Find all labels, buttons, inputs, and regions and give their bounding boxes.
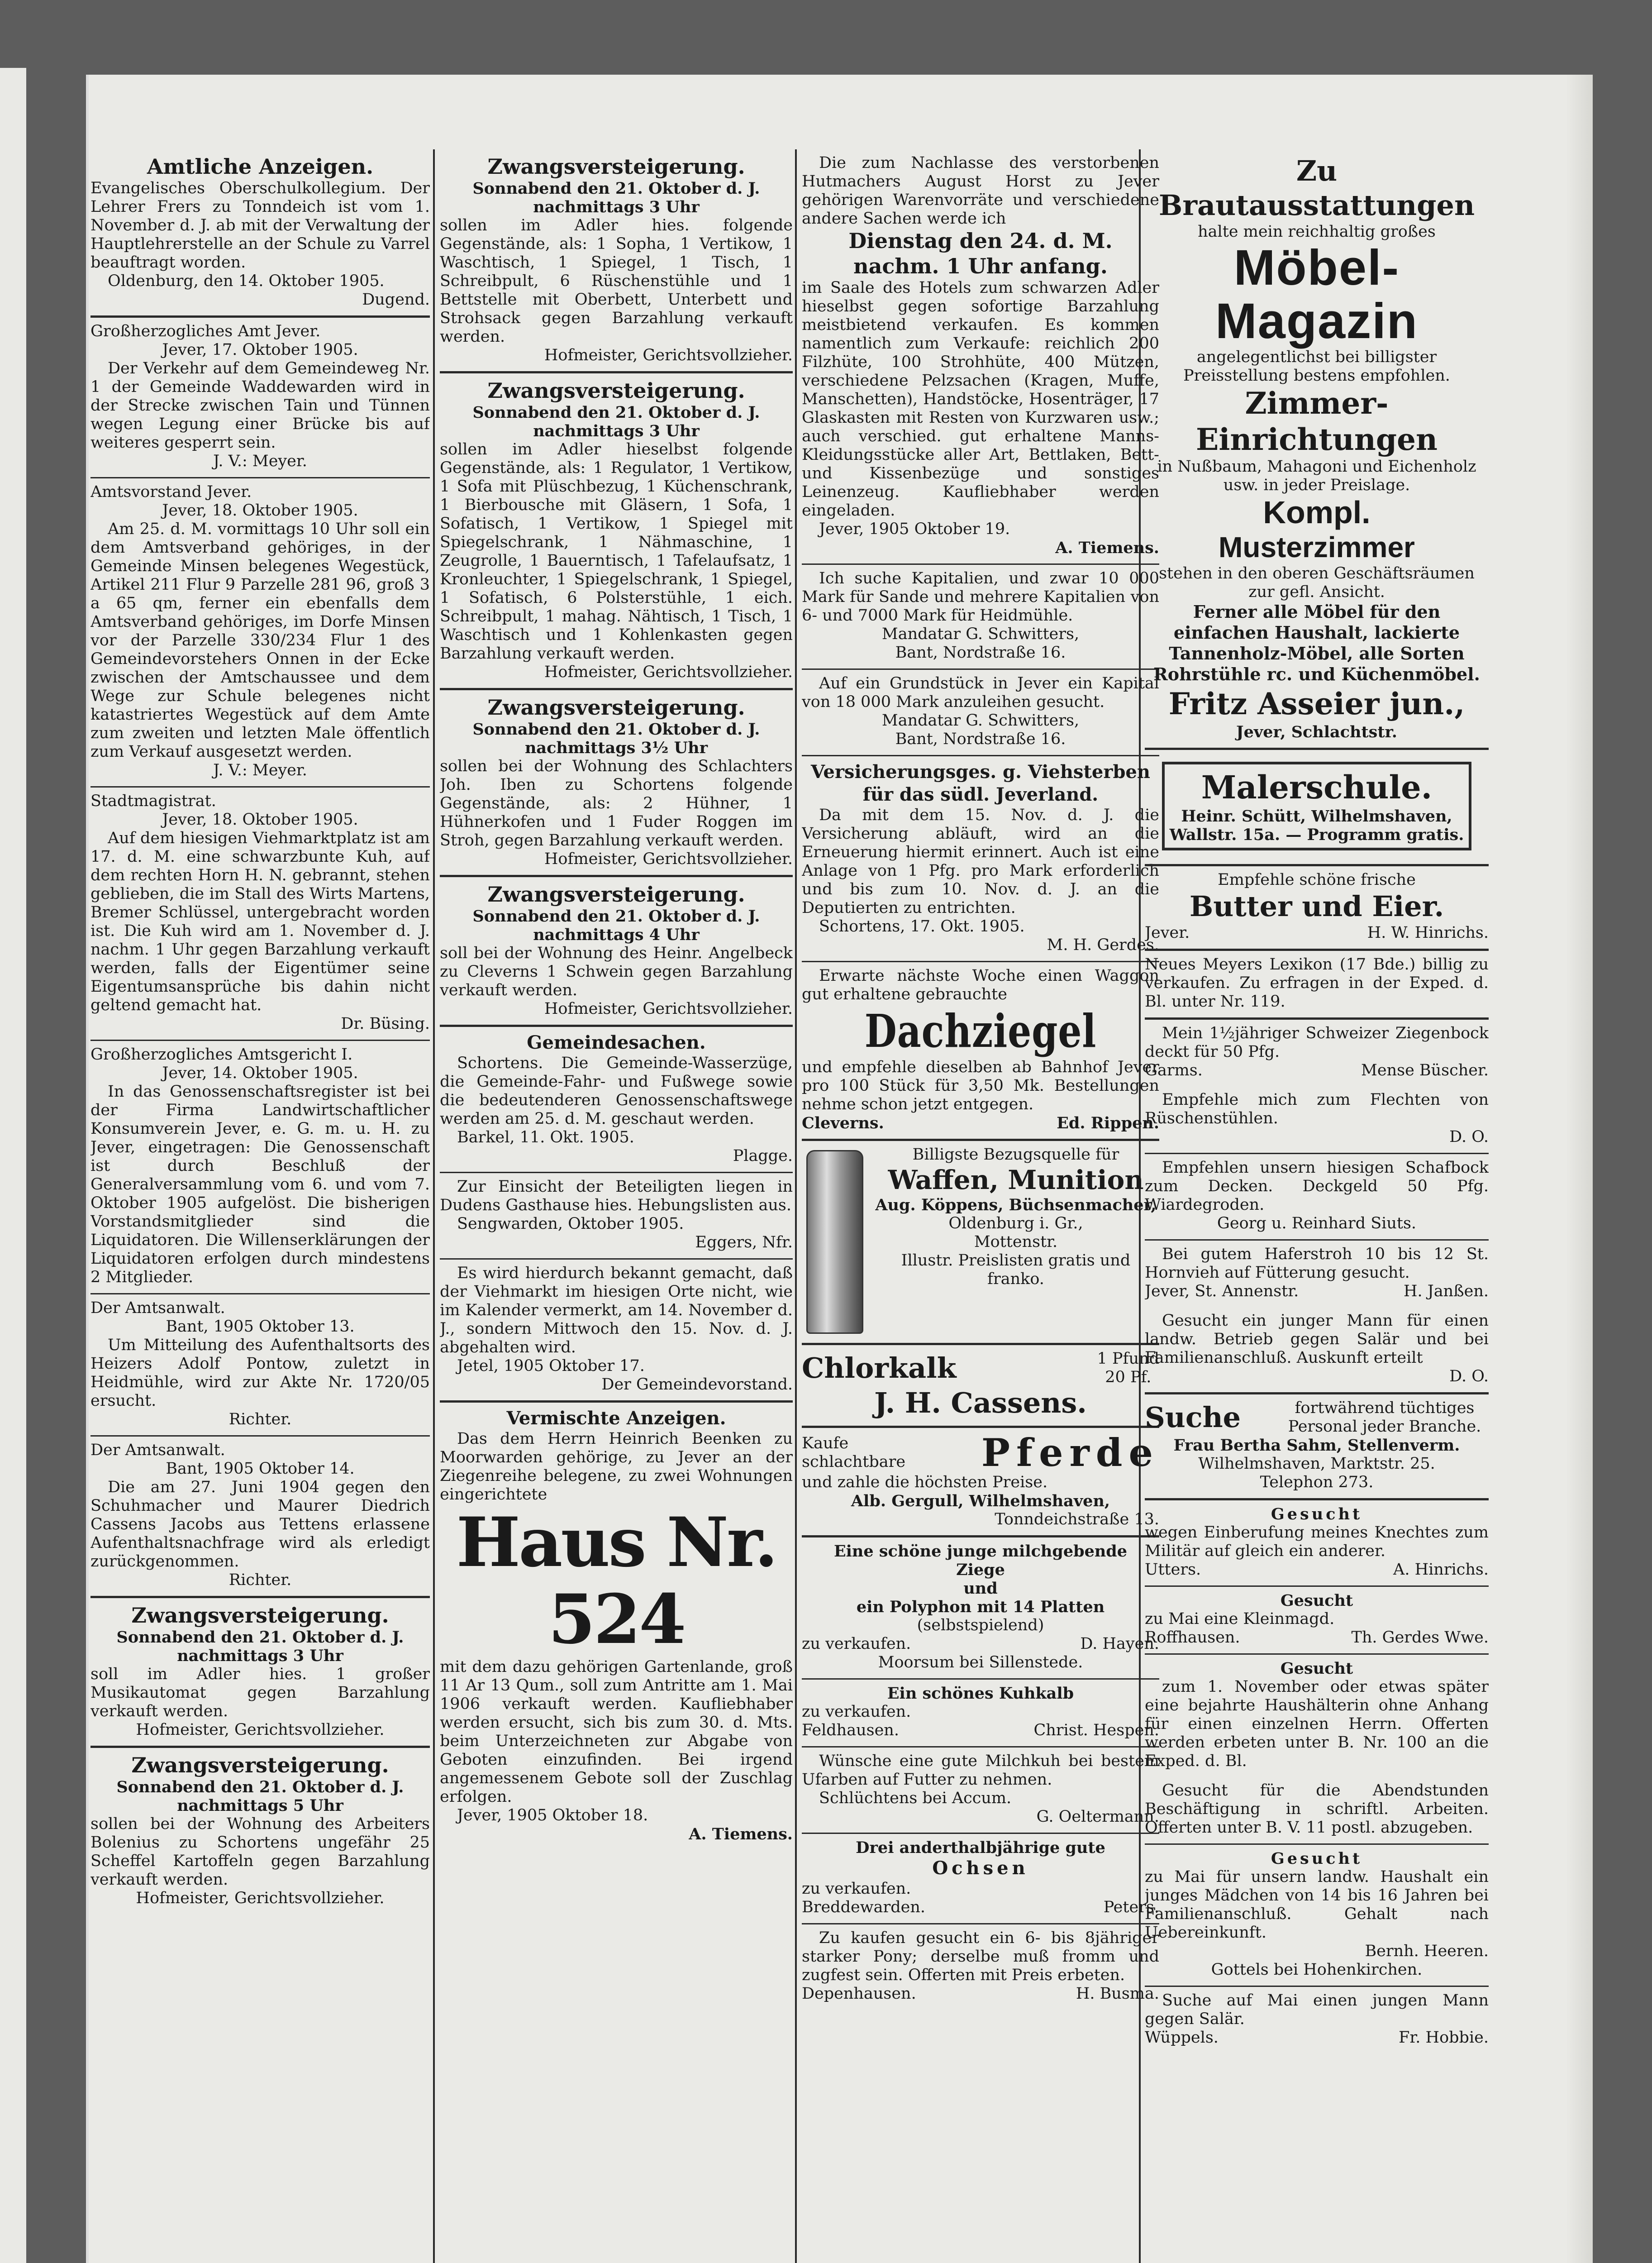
- ad-footer: [802, 1985, 1159, 2003]
- auction-signature: Hofmeister, Gerichtsvollzieher.: [544, 1000, 793, 1018]
- ad-phone: Telephon 273.: [1260, 1473, 1374, 1491]
- notice-signature: Dr. Büsing.: [341, 1015, 430, 1033]
- ad-place: Depenhausen.: [802, 1985, 916, 2003]
- ad-signature: Georg u. Reinhard Siuts.: [1217, 1214, 1417, 1232]
- ad-headline: Butter und Eier.: [1189, 890, 1444, 923]
- notice-signature: Plagge.: [733, 1147, 793, 1165]
- ad-line: (selbstspielend): [917, 1616, 1044, 1634]
- notice-amtsvorstand: [90, 478, 430, 788]
- ad-signature: Fr. Hobbie.: [1399, 2029, 1489, 2047]
- notice-amtsanwalt-1: [90, 1294, 430, 1437]
- ad-address: Tonndeichstraße 13.: [995, 1510, 1159, 1528]
- ad-junger-mann: [1145, 1307, 1489, 1394]
- ad-row: [802, 1350, 1159, 1387]
- ad-footer: [1145, 1061, 1489, 1080]
- notice-amtsanwalt-2: [90, 1437, 430, 1598]
- ad-address: Wilhelmshaven, Marktstr. 25.: [1198, 1455, 1435, 1473]
- ad-headline: Einrichtungen: [1196, 422, 1438, 457]
- notice-head: Stadtmagistrat.: [90, 792, 216, 810]
- ad-grundstueck: [802, 670, 1159, 756]
- ad-signature: Mense Büscher.: [1361, 1061, 1489, 1079]
- ad-body: Suche auf Mai einen jungen Mann gegen Salär.: [1145, 1991, 1489, 2028]
- auction-date: Sonnabend den 21. Oktober d. J.: [472, 720, 760, 739]
- ad-footer: [802, 1898, 1159, 1917]
- ad-line: Ziege: [956, 1561, 1005, 1579]
- ad-headline: Ochsen: [932, 1857, 1029, 1879]
- ad-firm: Fritz Asseier jun.,: [1168, 686, 1465, 721]
- ad-footer: [1145, 1561, 1489, 1579]
- ad-signature: A. Hinrichs.: [1393, 1561, 1489, 1579]
- ad-price-1: 1 Pfund: [1097, 1350, 1159, 1368]
- column-1: [90, 149, 430, 2263]
- ad-signature: Peters.: [1103, 1898, 1159, 1916]
- notice-signature: Richter.: [229, 1571, 292, 1589]
- ad-chlorkalk: [802, 1345, 1159, 1428]
- auction-kartoffeln: [90, 1748, 430, 1914]
- ad-gesucht-kleinmagd: [1145, 1587, 1489, 1655]
- ad-ziegenbock: [1145, 1020, 1489, 1086]
- ad-footer: [802, 1635, 1159, 1653]
- auction-schwein: [440, 877, 793, 1027]
- ad-body: Auf ein Grundstück in Jever ein Kapital von 18 000 Mark anzuleihen gesucht.: [802, 674, 1159, 711]
- notice-date: Jever, 14. Oktober 1905.: [162, 1064, 358, 1082]
- ad-address: Gottels bei Hohenkirchen.: [1211, 1961, 1423, 1979]
- ad-headline: Gesucht: [1271, 1849, 1363, 1868]
- ad-body: Das dem Herrn Heinrich Beenken zu Moorwarden gehörige, zu Jever an der Ziegenreihe belegene, zu zwei Wohnungen eingerichtete: [440, 1430, 793, 1504]
- notice-signature: Richter.: [229, 1410, 292, 1428]
- ad-headline: Dachziegel: [864, 1004, 1097, 1058]
- ad-firm: Aug. Köppens, Büchsenmacher,: [875, 1196, 1157, 1214]
- ad-body: Empfehle mich zum Flechten von Rüschenstühlen.: [1145, 1091, 1489, 1127]
- notice-oberschulkollegium: [90, 149, 430, 318]
- notice-date: Jever, 18. Oktober 1905.: [162, 811, 358, 829]
- section-title: Gemeindesachen.: [527, 1032, 706, 1053]
- auction-title: Zwangsversteigerung.: [131, 1753, 389, 1777]
- auction-time: nachmittags 3 Uhr: [177, 1647, 343, 1665]
- ad-address: Bant, Nordstraße 16.: [895, 644, 1066, 662]
- ad-place: Utters.: [1145, 1561, 1201, 1579]
- auction-date: Sonnabend den 21. Oktober d. J.: [472, 403, 760, 422]
- auction-time: nachmittags 3 Uhr: [533, 198, 700, 216]
- auction-title: Zwangsversteigerung.: [487, 378, 745, 403]
- ad-firm: Alb. Gergull, Wilhelmshaven,: [851, 1492, 1110, 1510]
- notice-head: Großherzogliches Amtsgericht I.: [90, 1046, 353, 1064]
- ad-signature: A. Tiemens.: [689, 1825, 793, 1843]
- ad-place: Breddewarden.: [802, 1898, 926, 1916]
- page-shadow: [1566, 75, 1593, 2263]
- ad-signature: H. Busma.: [1076, 1985, 1159, 2003]
- ad-abendstunden: [1145, 1777, 1489, 1845]
- ad-intro: Drei anderthalbjährige gute: [856, 1838, 1105, 1857]
- notice-amtsgericht: [90, 1041, 430, 1294]
- ad-place: Roffhausen.: [1145, 1628, 1240, 1647]
- ad-suche-mann: [1145, 1987, 1489, 2053]
- notice-body: Evangelisches Oberschulkollegium. Der Lehrer Frers zu Tonndeich ist vom 1. November d. J. ab mit der Verwaltung der Hauptlehrerstelle an der Schule zu Varrel beauftragt worden.: [90, 179, 430, 272]
- ad-signature: Bernh. Heeren.: [1365, 1942, 1489, 1960]
- ad-signature: D. O.: [1449, 1367, 1489, 1385]
- ad-firm: J. H. Cassens.: [874, 1386, 1087, 1419]
- ad-headline: Versicherungsges. g. Viehsterben für das südl. Jeverland.: [811, 761, 1150, 805]
- ad-moebel-magazin: [1145, 149, 1489, 750]
- auction-regulator: [440, 373, 793, 690]
- ad-signature: Christ. Hespen.: [1033, 1721, 1159, 1739]
- notice-date: Bant, 1905 Oktober 14.: [166, 1460, 355, 1478]
- ad-headline: Suche: [1145, 1401, 1241, 1434]
- auction-date: Sonnabend den 21. Oktober d. J.: [472, 907, 760, 926]
- ad-body-2: und empfehle dieselben ab Bahnhof Jever pro 100 Stück für 3,50 Mk. Bestellungen nehme schon jetzt entgegen.: [802, 1058, 1159, 1113]
- column-3: [802, 149, 1159, 2263]
- ad-headline: Chlorkalk: [802, 1351, 957, 1385]
- notice-signature: Eggers, Nfr.: [695, 1233, 793, 1251]
- auction-body: soll im Adler hies. 1 großer Musikautomat gegen Barzahlung verkauft werden.: [90, 1665, 430, 1720]
- auction-signature: Hofmeister, Gerichtsvollzieher.: [136, 1721, 385, 1739]
- auction-title: Zwangsversteigerung.: [487, 882, 745, 907]
- ad-intro: Billigste Bezugsquelle für: [912, 1146, 1119, 1164]
- ad-waffen: [802, 1141, 1159, 1345]
- auction-title: Zwangsversteigerung.: [487, 154, 745, 179]
- notice-date: Jever, 17. Oktober 1905.: [162, 341, 358, 359]
- ad-signature: D. O.: [1449, 1128, 1489, 1146]
- auction-title: Zwangsversteigerung.: [487, 695, 745, 720]
- ad-headline: Gesucht: [1271, 1505, 1363, 1523]
- ad-headline: Dienstag den 24. d. M.: [848, 229, 1113, 253]
- ad-ochsen: [802, 1834, 1159, 1924]
- notice-date: Jever, 18. Oktober 1905.: [162, 501, 358, 520]
- ad-headline: Haus Nr. 524: [456, 1503, 776, 1659]
- auction-body: sollen im Adler hieselbst folgende Gegenstände, als: 1 Regulator, 1 Vertikow, 1 Sofa mit Plüschbezug, 1 Küchenschrank, 1 Bierbousche mit Gläsern, 1 Sofa, 1 Sofatisch, 1 Vertikow, 1 Spiegel mit Spiegelschrank, 1 Nähmaschine, 1 Zeugrolle, 1 Bauerntisch, 1 Tafelaufsatz, 1 Kronleuchter, 1 Spiegelschrank, 1 Spiegel, 1 Sofatisch, 6 Polsterstühle, 1 eich. Schreibpult, 1 mahag. Nähtisch, 1 Tisch, 1 Waschtisch und 1 Kohlenkasten gegen Barzahlung verkauft werden.: [440, 440, 793, 663]
- auction-time: nachmittags 5 Uhr: [177, 1796, 343, 1815]
- ad-body: Empfehlen unsern hiesigen Schafbock zum Decken. Deckgeld 50 Pfg. Wiardegroden.: [1145, 1159, 1489, 1214]
- ad-kapitalien: [802, 565, 1159, 670]
- ad-headline: nachm. 1 Uhr anfang.: [853, 254, 1108, 278]
- ad-footer: [1145, 1282, 1489, 1301]
- notice-body: Auf dem hiesigen Viehmarktplatz ist am 17. d. M. eine schwarzbunte Kuh, auf dem rechten Horn H. N. gebrannt, stehen geblieben, die im Stall des Wirts Martens, Bremer Schlüssel, untergebracht worden ist. Die Kuh wird am 1. November d. J. nachm. 1 Uhr gegen Barzahlung verkauft werden, falls der Eigentümer seine Eigentumsansprüche bis dahin nicht geltend gemacht hat.: [90, 829, 430, 1014]
- ad-body: zu verkaufen.: [802, 1635, 911, 1653]
- ad-city: Oldenburg i. Gr.,: [948, 1214, 1083, 1232]
- ad-ziege: [802, 1537, 1159, 1680]
- column-rule: [795, 149, 797, 2263]
- notice-body: Es wird hierdurch bekannt gemacht, daß der Viehmarkt im hiesigen Orte nicht, wie im Kalender vermerkt, am 14. November d. J., sondern Mittwoch den 15. Nov. d. J. abgehalten wird.: [440, 1264, 793, 1356]
- ad-headline: Magazin: [1215, 293, 1418, 349]
- ad-line: Eine schöne junge milchgebende: [833, 1542, 1128, 1561]
- auction-signature: Hofmeister, Gerichtsvollzieher.: [544, 663, 793, 681]
- ad-date: Schortens, 17. Okt. 1905.: [819, 917, 1025, 936]
- ad-milchkuh: [802, 1747, 1159, 1834]
- notice-viehmarkt: [440, 1260, 793, 1403]
- notice-date: Jetel, 1905 Oktober 17.: [457, 1357, 645, 1375]
- auction-body: soll bei der Wohnung des Heinr. Angelbeck zu Cleverns 1 Schwein gegen Barzahlung verkauft werden.: [440, 944, 793, 999]
- ad-place: Garms.: [1145, 1061, 1203, 1079]
- auction-body: sollen bei der Wohnung des Schlachters Joh. Iben zu Schortens folgende Gegenstände, als: 2 Hühner, 1 Hühnerkofen und 1 Fuder Roggen im Stroh, gegen Barzahlung verkauft werden.: [440, 757, 793, 850]
- ad-body: fortwährend tüchtiges Personal jeder Branche.: [1288, 1399, 1481, 1436]
- ad-body: Mein 1½jähriger Schweizer Ziegenbock deckt für 50 Pfg.: [1145, 1024, 1489, 1061]
- ad-intro: Empfehle schöne frische: [1218, 871, 1416, 889]
- ad-signature: Mandatar G. Schwitters,: [881, 625, 1080, 643]
- left-page-edge: [0, 68, 26, 2263]
- ad-street: Mottenstr.: [974, 1233, 1058, 1251]
- ad-body: Da mit dem 15. Nov. d. J. die Versicherung abläuft, wird an die Erneuerung hiermit erinnert. Auch ist eine Anlage von 1 Pfg. pro Mark erforderlich und bis zum 10. Nov. d. J. an die Deputierten zu entrichten.: [802, 806, 1159, 917]
- notice-date: Oldenburg, den 14. Oktober 1905.: [108, 272, 385, 290]
- ad-body: und zahle die höchsten Preise.: [802, 1473, 1048, 1491]
- ad-haferstroh: [1145, 1241, 1489, 1307]
- ad-line: und: [963, 1579, 998, 1598]
- auction-time: nachmittags 4 Uhr: [533, 926, 700, 944]
- ad-date: Jever, 1905 Oktober 19.: [819, 520, 1010, 538]
- ad-footer: [802, 1721, 1159, 1740]
- ad-price-2: 20 Pf.: [1105, 1368, 1152, 1386]
- notice-head: Der Amtsanwalt.: [90, 1299, 225, 1317]
- ad-body: zu verkaufen.: [802, 1703, 911, 1721]
- ad-headline: Zu Brautausstattungen: [1158, 154, 1475, 222]
- ad-body: Heinr. Schütt, Wilhelmshaven, Wallstr. 15a. — Programm gratis.: [1169, 807, 1464, 844]
- notice-date: Barkel, 11. Okt. 1905.: [457, 1128, 634, 1146]
- ad-body: Bei gutem Haferstroh 10 bis 12 St. Hornvieh auf Fütterung gesucht.: [1145, 1245, 1489, 1282]
- notice-head: Amtsvorstand Jever.: [90, 483, 252, 501]
- ad-suche-personal: [1145, 1394, 1489, 1500]
- auction-title: Zwangsversteigerung.: [131, 1603, 389, 1628]
- ad-footer: [802, 1114, 1159, 1132]
- ad-headline: Gesucht: [1280, 1591, 1353, 1610]
- auction-signature: Hofmeister, Gerichtsvollzieher.: [544, 850, 793, 868]
- ad-signature: G. Oeltermann.: [1036, 1808, 1159, 1826]
- ad-pre: Kaufe schlachtbare: [802, 1434, 906, 1471]
- column-rule: [433, 149, 435, 2263]
- ad-body: Gesucht für die Abendstunden Beschäftigung in schriftl. Arbeiten. Offerten unter B. V. 11 postl. abzugeben.: [1145, 1781, 1489, 1837]
- column-2: [440, 149, 793, 2263]
- notice-gemeindesachen: [440, 1027, 793, 1173]
- ad-line: Ferner alle Möbel für den einfachen Haushalt, lackierte Tannenholz-Möbel, alle Sorten Rohrstühle rc. und Küchenmöbel.: [1153, 602, 1480, 684]
- section-title: Vermischte Anzeigen.: [506, 1408, 726, 1429]
- notice-body: Die am 27. Juni 1904 gegen den Schuhmacher und Maurer Diedrich Cassens Jacobs aus Tettens erlassene Aufenthaltsnachfrage wird als erledigt zurückgenommen.: [90, 1478, 430, 1571]
- ad-footer: [1145, 924, 1489, 942]
- auction-date: Sonnabend den 21. Oktober d. J.: [116, 1628, 404, 1647]
- ad-butter-eier: [1145, 866, 1489, 951]
- ad-body: Erwarte nächste Woche einen Waggon gut erhaltene gebrauchte: [802, 967, 1159, 1003]
- ad-headline: Pferde: [981, 1430, 1159, 1475]
- ad-headline: Gesucht: [1280, 1659, 1353, 1678]
- auction-time: nachmittags 3 Uhr: [533, 422, 700, 440]
- column-4: [1145, 149, 1489, 2263]
- ad-address: Jever, Schlachtstr.: [1236, 723, 1397, 741]
- notice-signature: Der Gemeindevorstand.: [601, 1375, 793, 1394]
- ad-headline: Möbel-: [1233, 240, 1400, 296]
- auction-date: Sonnabend den 21. Oktober d. J.: [472, 179, 760, 198]
- auction-date: Sonnabend den 21. Oktober d. J.: [116, 1778, 404, 1796]
- ad-body: zu Mai eine Kleinmagd.: [1145, 1610, 1335, 1628]
- ad-signature: Th. Gerdes Wwe.: [1351, 1628, 1489, 1647]
- ad-body-2: mit dem dazu gehörigen Gartenlande, groß 11 Ar 13 Qum., soll zum Antritte am 1. Mai 1906 verkauft werden. Kaufliebhaber werden ersucht, sich bis zum 30. d. Mts. beim Unterzeichneten zur Abgabe von Geboten einzufinden. Bei irgend angemessenem Gebote soll der Zuschlag erfolgen.: [440, 1658, 793, 1806]
- notice-signature: J. V.: Meyer.: [213, 761, 307, 779]
- ad-place: Schlüchtens bei Accum.: [819, 1789, 1012, 1807]
- ad-nachlass-horst: [802, 149, 1159, 565]
- ad-gesucht-maedchen: [1145, 1845, 1489, 1987]
- ad-body-2: im Saale des Hotels zum schwarzen Adler hieselbst gegen sofortige Barzahlung meistbietend verkaufen. Es kommen namentlich zum Verkaufe: reichlich 200 Filzhüte, 100 Strohhüte, 400 Mützen, verschiedene Pelzsachen (Kragen, Muffe, Manschetten), Handstöcke, Hosenträger, 17 Glaskasten mit Resten von Kurzwaren usw.; auch verschied. gut erhaltene Manns-Kleidungsstücke aller Art, Bettlaken, Bett- und Kissenbezüge und sonstiges Leinenzeug. Kaufliebhaber werden eingeladen.: [802, 279, 1159, 520]
- ad-address: Bant, Nordstraße 16.: [895, 730, 1066, 748]
- ad-line: stehen in den oberen Geschäftsräumen zur gefl. Ansicht.: [1159, 564, 1475, 601]
- ad-footer: [1145, 2029, 1489, 2047]
- ad-signature: M. H. Gerdes.: [1047, 936, 1159, 954]
- ad-body: Ich suche Kapitalien, und zwar 10 000 Mark für Sande und mehrere Kapitalien von 6- und 7000 Mark für Heidmühle.: [802, 569, 1159, 625]
- auction-huehner: [440, 690, 793, 877]
- ad-line: halte mein reichhaltig großes: [1198, 223, 1436, 241]
- ad-malerschule: [1145, 750, 1489, 866]
- auction-signature: Hofmeister, Gerichtsvollzieher.: [544, 346, 793, 364]
- ad-row: [1145, 1399, 1489, 1436]
- notice-date: Bant, 1905 Oktober 13.: [166, 1318, 355, 1336]
- ad-firm: Frau Bertha Sahm, Stellenverm.: [1173, 1436, 1460, 1455]
- ad-body: wegen Einberufung meines Knechtes zum Militär auf gleich ein anderer.: [1145, 1523, 1489, 1560]
- ad-gesucht-knecht: [1145, 1500, 1489, 1587]
- ad-place: Jever, St. Annenstr.: [1145, 1282, 1299, 1300]
- auction-sopha: [440, 149, 793, 373]
- ad-body: zu Mai für unsern landw. Haushalt ein junges Mädchen von 14 bis 16 Jahren bei Familienanschluß. Gehalt nach Uebereinkunft.: [1145, 1868, 1489, 1942]
- ad-body: Gesucht ein junger Mann für einen landw. Betrieb gegen Salär und bei Familienanschluß. Auskunft erteilt: [1145, 1312, 1489, 1367]
- ad-gesucht-haushaelterin: [1145, 1655, 1489, 1777]
- notice-stadtmagistrat: [90, 788, 430, 1041]
- notice-body: Zur Einsicht der Beteiligten liegen in Dudens Gasthause hies. Hebungslisten aus.: [440, 1178, 793, 1214]
- newspaper-page: [86, 75, 1593, 2263]
- ad-line: ein Polyphon mit 14 Platten: [856, 1598, 1105, 1616]
- notice-signature: J. V.: Meyer.: [213, 452, 307, 470]
- ad-body: zu verkaufen.: [802, 1880, 911, 1898]
- ad-signature: D. Hayen.: [1080, 1635, 1159, 1653]
- ad-pony: [802, 1924, 1159, 2010]
- notice-signature: Dugend.: [362, 291, 430, 309]
- ad-place: Cleverns.: [802, 1114, 884, 1132]
- notice-body: Der Verkehr auf dem Gemeindeweg Nr. 1 der Gemeinde Waddewarden wird in der Strecke zwischen Tain und Tünnen wegen Legung einer Brücke bis auf weiteres gesperrt sein.: [90, 359, 430, 452]
- ad-body: Die zum Nachlasse des verstorbenen Hutmachers August Horst zu Jever gehörigen Warenvorräte und verschiedene andere Sachen werde ich: [802, 154, 1159, 228]
- ad-place: Feldhausen.: [802, 1721, 899, 1739]
- ad-schafbock: [1145, 1154, 1489, 1241]
- ad-headline: Malerschule.: [1201, 769, 1433, 806]
- notice-body: Um Mitteilung des Aufenthaltsorts des Heizers Adolf Pontow, zuletzt in Heidmühle, wird zur Akte Nr. 1720/05 ersucht.: [90, 1336, 430, 1410]
- ad-frame: [1162, 762, 1471, 850]
- ad-signature: A. Tiemens.: [1055, 539, 1159, 557]
- ad-date: Jever, 1905 Oktober 18.: [457, 1806, 648, 1824]
- notice-body: In das Genossenschaftsregister ist bei der Firma Landwirtschaftlicher Konsumverein Jever, e. G. m. u. H. zu Jever, eingetragen: Die Genossenschaft ist durch Beschluß der Generalversammlung vom 6. und vom 7. Oktober 1905 aufgelöst. Die bisherigen Vorstandsmitglieder sind die Liquidatoren. Die Willenserklärungen der Liquidatoren erfolgen durch mindestens 2 Mitglieder.: [90, 1083, 430, 1286]
- ad-flechten: [1145, 1086, 1489, 1154]
- ad-headline: Waffen, Munition: [888, 1165, 1144, 1195]
- section-title: Amtliche Anzeigen.: [147, 154, 374, 179]
- ad-body: Neues Meyers Lexikon (17 Bde.) billig zu verkaufen. Zu erfragen in der Exped. d. Bl. unter Nr. 119.: [1145, 955, 1489, 1011]
- ad-body: zum 1. November oder etwas später eine bejahrte Haushälterin ohne Anhang für einen einzelnen Herrn. Offerten werden erbeten unter B. Nr. 100 an die Exped. d. Bl.: [1145, 1678, 1489, 1770]
- ad-headline: Musterzimmer: [1219, 531, 1415, 563]
- ad-signature: Mandatar G. Schwitters,: [881, 711, 1080, 730]
- notice-head: Großherzogliches Amt Jever.: [90, 322, 321, 340]
- notice-amt-jever: [90, 318, 430, 478]
- ad-line: in Nußbaum, Mahagoni und Eichenholz usw. in jeder Preislage.: [1157, 458, 1476, 494]
- notice-hebungslisten: [440, 1173, 793, 1260]
- ad-signature: Ed. Rippen.: [1057, 1114, 1159, 1132]
- ad-footer: [1145, 1628, 1489, 1647]
- auction-signature: Hofmeister, Gerichtsvollzieher.: [136, 1889, 385, 1907]
- ad-headline: Zimmer-: [1245, 386, 1389, 421]
- ad-address: Moorsum bei Sillenstede.: [878, 1653, 1083, 1671]
- ad-body: Illustr. Preislisten gratis und franko.: [901, 1251, 1131, 1288]
- ad-versicherung: [802, 756, 1159, 962]
- ad-row: [802, 1432, 1159, 1473]
- auction-body: sollen im Adler hies. folgende Gegenstände, als: 1 Sopha, 1 Vertikow, 1 Waschtisch, 1 Spiegel, 1 Tisch, 1 Schreibpult, 6 Rüschenstühle und 1 Bettstelle mit Oberbett, Unterbett und Strohsack gegen Barzahlung verkauft werden.: [440, 216, 793, 346]
- ad-body: Wünsche eine gute Milchkuh bei bestem Ufarben auf Futter zu nehmen.: [802, 1752, 1159, 1789]
- auction-musikautomat: [90, 1598, 430, 1748]
- ad-place: Wüppels.: [1145, 2029, 1219, 2047]
- notice-body: Am 25. d. M. vormittags 10 Uhr soll ein dem Amtsverband gehöriges, in der Gemeinde Minsen belegenes Wegestück, Artikel 211 Flur 9 Parzelle 281 96, groß 3 a 65 qm, ferner ein ebenfalls dem Amtsverband gehöriges, im Dorfe Minsen vor der Parzelle 330/234 Flur 1 des Gemeindevorstehers Onnen in der Ecke zwischen der Amtschaussee und dem Wege zur Schule belegenes nicht katastriertes Wegestück auf dem Amte zum zweiten und letzten Male öffentlich zum Verkauf ausgesetzt werden.: [90, 520, 430, 761]
- ad-headline: Kompl.: [1263, 495, 1371, 530]
- ad-line: angelegentlichst bei billigster Preisstellung bestens empfohlen.: [1183, 348, 1450, 385]
- ad-lexikon: [1145, 951, 1489, 1020]
- ad-body: Zu kaufen gesucht ein 6- bis 8jähriger starker Pony; derselbe muß fromm und zugfest sein. Offerten mit Preis erbeten.: [802, 1929, 1159, 1984]
- ad-pferde: [802, 1428, 1159, 1537]
- ad-headline: Ein schönes Kuhkalb: [887, 1684, 1074, 1703]
- notice-date: Sengwarden, Oktober 1905.: [457, 1215, 684, 1233]
- ad-haus-524: [440, 1403, 793, 1850]
- ad-signature: H. Janßen.: [1404, 1282, 1489, 1300]
- ad-signature: H. W. Hinrichs.: [1367, 924, 1489, 942]
- auction-body: sollen bei der Wohnung des Arbeiters Bolenius zu Schortens ungefähr 25 Scheffel Kartoffeln gegen Barzahlung verkauft werden.: [90, 1815, 430, 1889]
- ad-place: Jever.: [1145, 924, 1190, 942]
- notice-body: Schortens. Die Gemeinde-Wasserzüge, die Gemeinde-Fahr- und Fußwege sowie die bedeutenderen Genossenschaftswege werden am 25. d. M. geschaut werden.: [440, 1054, 793, 1128]
- auction-time: nachmittags 3½ Uhr: [524, 739, 708, 757]
- ad-dachziegel: [802, 962, 1159, 1141]
- notice-head: Der Amtsanwalt.: [90, 1441, 225, 1459]
- ad-kuhkalb: [802, 1680, 1159, 1747]
- munition-can-icon: [806, 1150, 863, 1334]
